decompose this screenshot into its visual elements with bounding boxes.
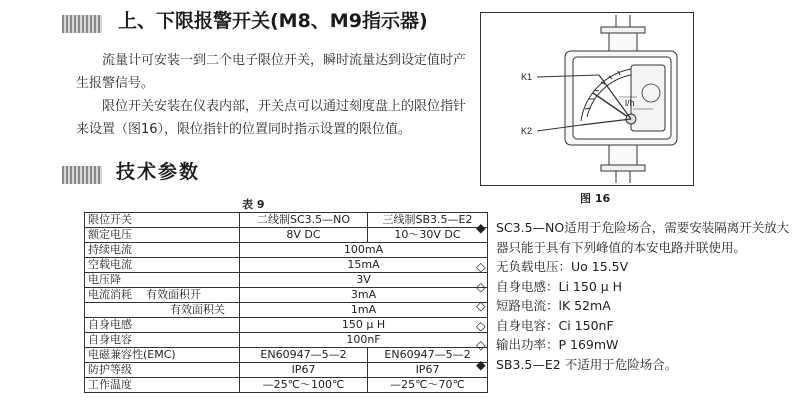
table-cell: 150 μ H <box>240 318 488 333</box>
table-cell: 三线制SB3.5—E2 <box>368 213 488 228</box>
table-row <box>85 243 488 258</box>
table-cell: EN60947—5—2 <box>368 348 488 363</box>
table-row <box>85 378 488 393</box>
table-cell: 100mA <box>240 243 488 258</box>
list-item <box>476 296 796 316</box>
table-row <box>85 303 488 318</box>
flowmeter-drawing <box>481 13 693 185</box>
table-cell: EN60947—5—2 <box>240 348 368 363</box>
table-cell: 空载电流 <box>85 258 240 273</box>
figure-caption: 图 16 <box>580 192 611 205</box>
table-caption: 表 9 <box>242 198 265 211</box>
table-cell: 电压降 <box>85 273 240 288</box>
diamond-filled-icon: ◆ <box>476 220 486 235</box>
table-cell: 自身电感 <box>85 318 240 333</box>
label-k2: K2 <box>521 126 533 136</box>
table-cell: 防护等级 <box>85 363 240 378</box>
list-item <box>476 277 796 297</box>
table-cell: 1mA <box>240 303 488 318</box>
table-row <box>85 333 488 348</box>
table-cell: 持续电流 <box>85 243 240 258</box>
note-text: 自身电感：Li 150 μ H <box>496 278 623 294</box>
table-cell: 电磁兼容性(EMC) <box>85 348 240 363</box>
list-item <box>476 257 796 277</box>
table-cell: 工作温度 <box>85 378 240 393</box>
note-text: SC3.5—NO适用于危险场合，需要安装隔离开关放大器只能于具有下列峰值的本安电路并联使用。 <box>496 220 790 255</box>
table-cell: 限位开关 <box>85 213 240 228</box>
table-cell: 15mA <box>240 258 488 273</box>
table-row <box>85 363 488 378</box>
table-cell: 3mA <box>240 288 488 303</box>
diamond-filled-icon: ◆ <box>476 356 486 372</box>
flowmeter-figure <box>480 12 694 186</box>
diamond-outline-icon: ◇ <box>476 278 486 294</box>
table-cell: 100nF <box>240 333 488 348</box>
label-k1: K1 <box>521 72 533 82</box>
table-row <box>85 288 488 303</box>
table-row <box>85 228 488 243</box>
section-title: 上、下限报警开关(M8、M9指示器) <box>118 10 428 32</box>
table-cell: 3V <box>240 273 488 288</box>
table-cell: —25℃～100℃ <box>240 378 368 393</box>
spec-table <box>84 212 488 393</box>
description-text <box>76 49 468 141</box>
unit-label: l/h <box>625 98 635 108</box>
note-text: 自身电容：Ci 150nF <box>496 317 614 333</box>
diamond-outline-icon: ◇ <box>476 259 486 274</box>
paragraph: 限位开关安装在仪表内部，开关点可以通过刻度盘上的限位指针来设置（图16），限位指针的位置同时指示设置的限位值。 <box>76 99 467 137</box>
list-item <box>476 218 796 257</box>
table-row <box>85 318 488 333</box>
table-row <box>85 273 488 288</box>
section-title: 技术参数 <box>116 161 201 183</box>
heading-bar <box>62 166 102 184</box>
table-header-row <box>85 213 488 228</box>
table-cell: 自身电容 <box>85 333 240 348</box>
table-cell: IP67 <box>368 363 488 378</box>
table-cell: 10～30V DC <box>368 228 488 243</box>
table-cell: 电流消耗 有效面积开 <box>85 288 240 303</box>
list-item <box>476 316 796 336</box>
paragraph: 流量计可安装一到二个电子限位开关，瞬时流量达到设定值时产生报警信号。 <box>76 53 467 91</box>
heading-bar <box>62 15 102 33</box>
diamond-outline-icon: ◇ <box>476 298 486 313</box>
note-text: 短路电流：lK 52mA <box>496 298 611 313</box>
table-cell: IP67 <box>240 363 368 378</box>
table-cell: —25℃～70℃ <box>368 378 488 393</box>
notes-list <box>476 218 796 374</box>
diamond-outline-icon: ◇ <box>476 337 486 352</box>
note-text: SB3.5—E2 不适用于危险场合。 <box>496 356 678 372</box>
table-cell: 有效面积关 <box>85 303 240 318</box>
table-cell: 8V DC <box>240 228 368 243</box>
table-row <box>85 258 488 273</box>
list-item <box>476 355 796 375</box>
diamond-outline-icon: ◇ <box>476 317 486 333</box>
table-row <box>85 348 488 363</box>
note-text: 输出功率：P 169mW <box>496 337 619 352</box>
list-item <box>476 335 796 355</box>
note-text: 无负载电压：Uo 15.5V <box>496 259 629 274</box>
table-cell: 额定电压 <box>85 228 240 243</box>
table-cell: 二线制SC3.5—NO <box>240 213 368 228</box>
